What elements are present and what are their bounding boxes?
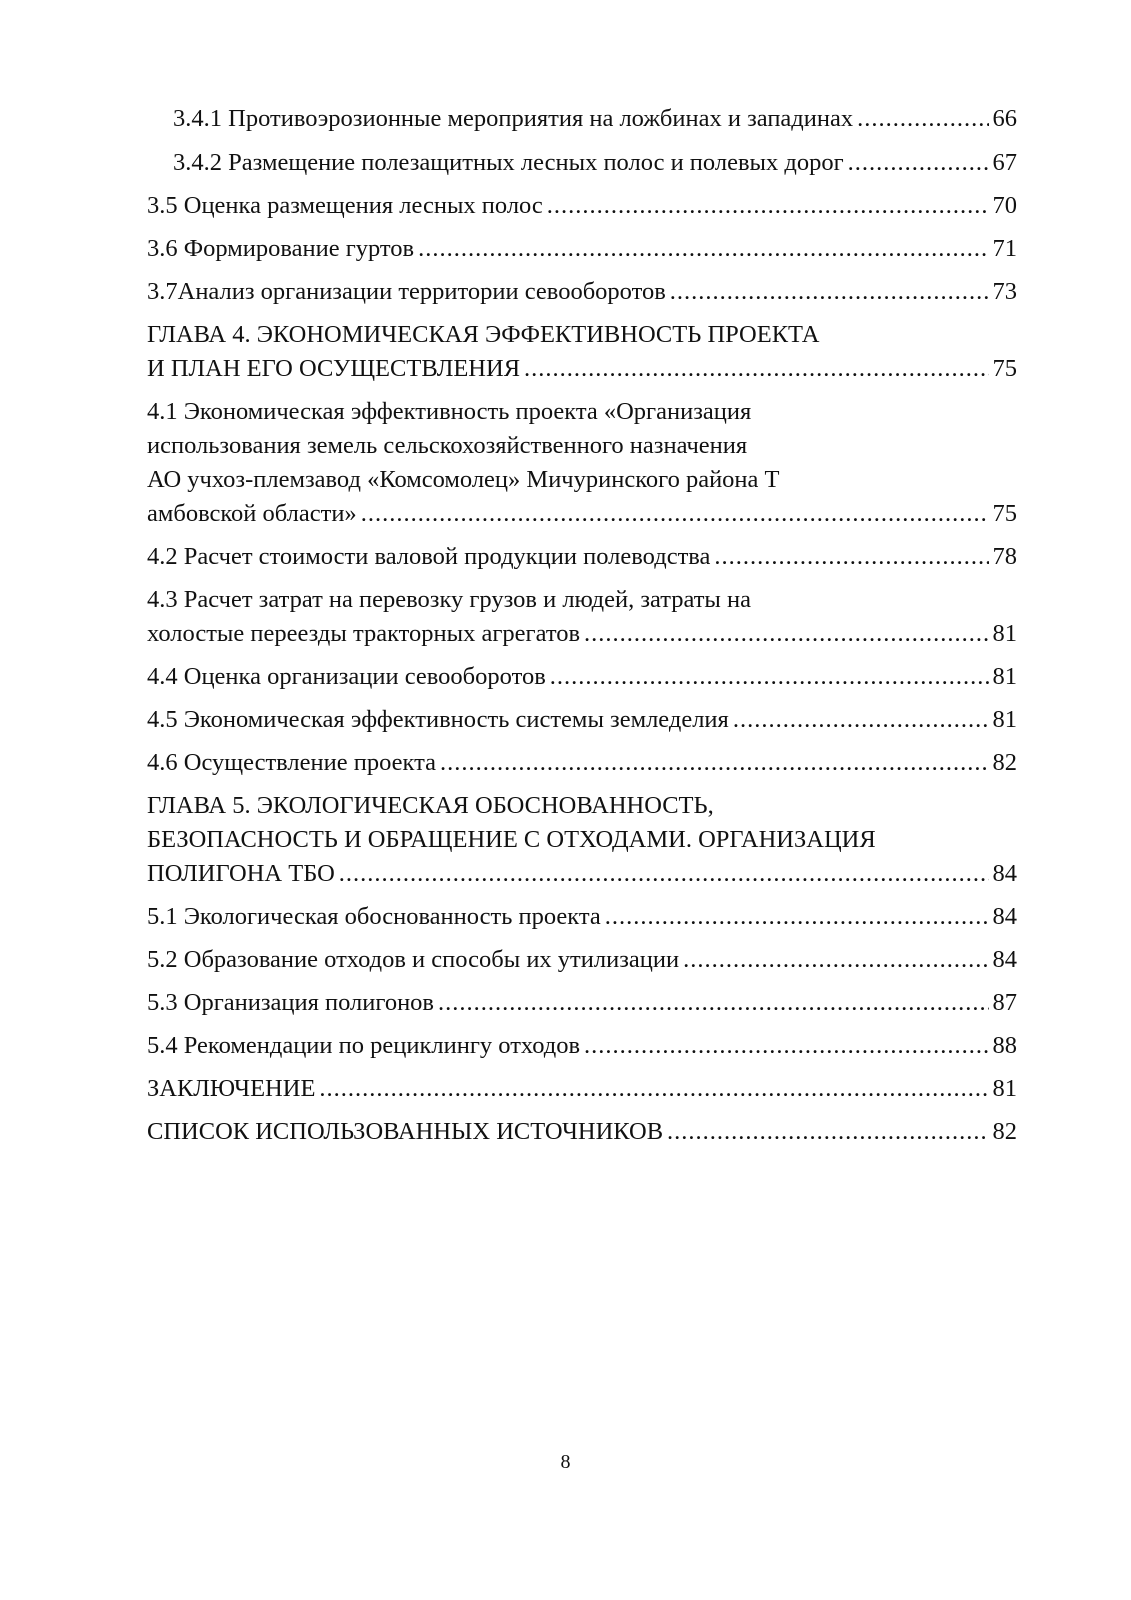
dot-leader: [605, 900, 989, 934]
toc-entry-title-line: ГЛАВА 4. ЭКОНОМИЧЕСКАЯ ЭФФЕКТИВНОСТЬ ПРОЕКТА: [147, 321, 820, 348]
toc-entry[interactable]: [147, 318, 1017, 386]
toc-entry-line: [147, 232, 1017, 266]
toc-entry-line: [147, 1029, 1017, 1063]
toc-entry-title: 3.4.2 Размещение полезащитных лесных полос и полевых дорог: [173, 149, 844, 176]
toc-entry-page-number: 66: [992, 105, 1017, 132]
toc-entry[interactable]: [147, 232, 1017, 266]
toc-entry[interactable]: [147, 540, 1017, 574]
dot-leader: [440, 746, 989, 780]
toc-entry-line: [147, 1115, 1017, 1149]
toc-entry-title: 3.4.1 Противоэрозионные мероприятия на ложбинах и западинах: [173, 105, 854, 132]
toc-entry[interactable]: [147, 746, 1017, 780]
toc-entry-title: 5.3 Организация полигонов: [147, 989, 435, 1016]
toc-entry[interactable]: [147, 660, 1017, 694]
toc-entry-page-number: 81: [992, 620, 1017, 647]
toc-entry-line: [147, 900, 1017, 934]
toc-entry-title-line: 4.3 Расчет затрат на перевозку грузов и людей, затраты на: [147, 586, 752, 613]
dot-leader: [339, 857, 989, 891]
dot-leader: [550, 660, 989, 694]
toc-entry-page-number: 75: [992, 500, 1017, 527]
dot-leader: [683, 943, 988, 977]
toc-entry-title: И ПЛАН ЕГО ОСУЩЕСТВЛЕНИЯ: [147, 355, 521, 382]
toc-entry-page-number: 82: [992, 749, 1017, 776]
toc-entry[interactable]: [147, 943, 1017, 977]
toc-entry-line: [147, 1072, 1017, 1106]
toc-entry-line: [147, 660, 1017, 694]
dot-leader: [670, 275, 989, 309]
toc-entry-line: [147, 986, 1017, 1020]
toc-entry-line: [147, 617, 1017, 651]
toc-entry-page-number: 87: [992, 989, 1017, 1016]
toc-entry-page-number: 71: [992, 235, 1017, 262]
toc-entry-title-line: БЕЗОПАСНОСТЬ И ОБРАЩЕНИЕ С ОТХОДАМИ. ОРГАНИЗАЦИЯ: [147, 826, 876, 853]
dot-leader: [857, 102, 988, 136]
toc-entry-title: амбовской области»: [147, 500, 357, 527]
toc-entry-line: [147, 943, 1017, 977]
toc-entry-title: 4.6 Осуществление проекта: [147, 749, 436, 776]
toc-entry[interactable]: [147, 703, 1017, 737]
dot-leader: [848, 146, 989, 180]
toc-entry-page-number: 84: [992, 903, 1017, 930]
toc-entry-title: 5.4 Рекомендации по рециклингу отходов: [147, 1032, 581, 1059]
toc-entry-title: СПИСОК ИСПОЛЬЗОВАННЫХ ИСТОЧНИКОВ: [147, 1118, 664, 1145]
toc-entry-title: 5.2 Образование отходов и способы их утилизации: [147, 946, 680, 973]
toc-entry-page-number: 73: [992, 278, 1017, 305]
toc-entry-page-number: 78: [992, 543, 1017, 570]
toc-entry-page-number: 70: [992, 192, 1017, 219]
toc-entry-title-line: АО учхоз-племзавод «Комсомолец» Мичуринского района Т: [147, 466, 780, 493]
toc-entry-title: 3.5 Оценка размещения лесных полос: [147, 192, 543, 219]
toc-entry-title: 4.5 Экономическая эффективность системы земледелия: [147, 706, 729, 733]
toc-entry-line: [147, 746, 1017, 780]
toc-entry-line: [147, 275, 1017, 309]
toc-entry-title: 4.2 Расчет стоимости валовой продукции полеводства: [147, 543, 711, 570]
toc-entry-line: [173, 146, 1017, 180]
dot-leader: [584, 1029, 988, 1063]
toc-entry-page-number: 81: [992, 663, 1017, 690]
toc-entry-line: [147, 540, 1017, 574]
dot-leader: [714, 540, 988, 574]
dot-leader: [547, 189, 989, 223]
toc-entry-title: 5.1 Экологическая обоснованность проекта: [147, 903, 601, 930]
toc-entry[interactable]: [147, 1115, 1017, 1149]
toc-entry-page-number: 81: [992, 706, 1017, 733]
toc-entry[interactable]: [147, 146, 1017, 180]
toc-entry-title: 4.4 Оценка организации севооборотов: [147, 663, 546, 690]
toc-entry-title-line: ГЛАВА 5. ЭКОЛОГИЧЕСКАЯ ОБОСНОВАННОСТЬ,: [147, 792, 714, 819]
toc-entry-page-number: 84: [992, 860, 1017, 887]
toc-entry-line: [173, 102, 1017, 136]
toc-entry-title: холостые переезды тракторных агрегатов: [147, 620, 581, 647]
dot-leader: [524, 352, 988, 386]
dot-leader: [418, 232, 988, 266]
page-number: 8: [560, 1451, 571, 1473]
dot-leader: [733, 703, 989, 737]
toc-entry-line: [147, 189, 1017, 223]
toc-entry[interactable]: [147, 102, 1017, 136]
toc-entry-title: ЗАКЛЮЧЕНИЕ: [147, 1075, 316, 1102]
toc-entry-line: [147, 857, 1017, 891]
toc-entry-title-line: 4.1 Экономическая эффективность проекта «Организация: [147, 398, 752, 425]
toc-entry[interactable]: [147, 583, 1017, 651]
toc-entry-page-number: 82: [992, 1118, 1017, 1145]
toc-entry-line: [147, 497, 1017, 531]
toc-entry[interactable]: [147, 1029, 1017, 1063]
toc-entry-page-number: 88: [992, 1032, 1017, 1059]
toc-entry[interactable]: [147, 275, 1017, 309]
toc-entry-title-line: использования земель сельскохозяйственного назначения: [147, 432, 748, 459]
table-of-contents: [147, 102, 1017, 1149]
dot-leader: [319, 1072, 988, 1106]
toc-entry-page-number: 75: [992, 355, 1017, 382]
toc-entry-title: ПОЛИГОНА ТБО: [147, 860, 335, 887]
dot-leader: [361, 497, 989, 531]
dot-leader: [584, 617, 988, 651]
toc-entry-line: [147, 352, 1017, 386]
toc-entry-line: [147, 703, 1017, 737]
toc-entry-title: 3.6 Формирование гуртов: [147, 235, 415, 262]
toc-entry-page-number: 84: [992, 946, 1017, 973]
toc-entry-page-number: 67: [992, 149, 1017, 176]
toc-entry[interactable]: [147, 395, 1017, 531]
toc-entry[interactable]: [147, 1072, 1017, 1106]
toc-entry[interactable]: [147, 189, 1017, 223]
dot-leader: [667, 1115, 988, 1149]
toc-entry-page-number: 81: [992, 1075, 1017, 1102]
toc-entry[interactable]: [147, 986, 1017, 1020]
toc-entry[interactable]: [147, 789, 1017, 891]
toc-entry[interactable]: [147, 900, 1017, 934]
toc-entry-title: 3.7Анализ организации территории севооборотов: [147, 278, 666, 305]
dot-leader: [438, 986, 988, 1020]
